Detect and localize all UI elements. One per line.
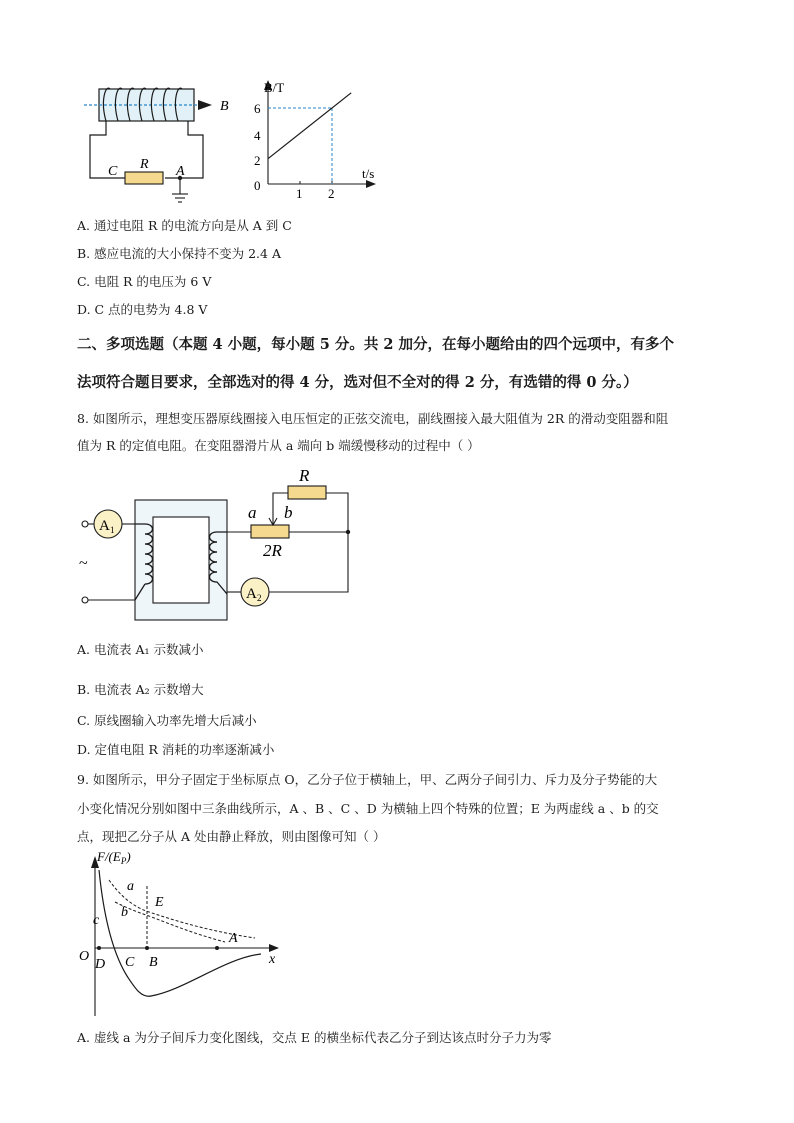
xtick-2: 2 — [328, 186, 335, 201]
ytick-4: 4 — [254, 128, 261, 143]
q7-option-c: C. 电阻 R 的电压为 6 V — [77, 274, 212, 289]
q7-option-b: B. 感应电流的大小保持不变为 2.4 A — [77, 246, 281, 261]
label-O: O — [79, 949, 90, 964]
q8-option-b: B. 电流表 A₂ 示数增大 — [77, 682, 204, 697]
label-b: b — [121, 905, 128, 920]
q8-option-d: D. 定值电阻 R 消耗的功率逐渐减小 — [77, 742, 275, 757]
q8-option-c: C. 原线圈输入功率先增大后减小 — [77, 713, 257, 728]
label-x: x — [269, 952, 276, 967]
ammeter-A1-label: A — [99, 518, 110, 534]
label-R: R — [299, 466, 310, 485]
bt-data-line — [268, 93, 351, 159]
q7-option-a: A. 通过电阻 R 的电流方向是从 A 到 C — [77, 218, 292, 233]
resistor-R — [125, 172, 163, 184]
fixed-resistor-R — [288, 486, 326, 499]
ammeter-A1-sub: 1 — [110, 525, 115, 535]
ammeter-A2-label: A — [246, 586, 257, 602]
q8-stem-line1: 8. 如图所示，理想变压器原线圈接入电压恒定的正弦交流电，副线圈接入最大阻值为 2R 的滑动变阻器和阻 — [77, 411, 669, 426]
ylabel: $F/(E_P)$ — [97, 849, 131, 866]
section2-heading-line1: 二、多项选题（本题 4 小题，每小题 5 分。共 2 加分，在每小题给由的四个远项中，有多个 — [77, 336, 675, 353]
xlabel: t/s — [362, 166, 375, 181]
ammeter-A2-sub: 2 — [257, 593, 262, 603]
ytick-2: 2 — [254, 153, 261, 168]
label-b: b — [284, 503, 293, 522]
q7-option-d: D. C 点的电势为 4.8 V — [77, 302, 208, 317]
field-arrow — [198, 100, 212, 110]
label-C: C — [125, 955, 135, 970]
solenoid-circuit-figure — [80, 80, 250, 210]
q8-stem-line2: 值为 R 的定值电阻。在变阻器滑片从 a 端向 b 端缓慢移动的过程中（ ） — [77, 438, 480, 453]
label-a: a — [248, 503, 257, 522]
section2-heading-line2: 法项符合题目要求，全部选对的得 4 分，选对但不全对的得 2 分，有选错的得 0 分。） — [77, 374, 638, 391]
label-R: R — [140, 157, 149, 172]
rheostat-2R — [251, 525, 289, 538]
xtick-1: 1 — [296, 186, 303, 201]
ytick-6: 6 — [254, 101, 261, 116]
label-E: E — [155, 895, 164, 910]
ac-source-symbol: ~ — [79, 555, 88, 572]
label-C: C — [108, 164, 118, 179]
origin-label: 0 — [254, 178, 261, 193]
label-c: c — [93, 913, 100, 928]
curve-b — [115, 902, 225, 942]
molecular-force-graph — [75, 850, 285, 1020]
label-A: A — [176, 164, 185, 179]
transformer-core-inner — [153, 517, 209, 603]
ylabel: B/T — [264, 80, 285, 95]
label-B: B — [220, 99, 229, 114]
q9-option-a: A. 虚线 a 为分子间斥力变化图线，交点 E 的横坐标代表乙分子到达该点时分子力为零 — [77, 1030, 552, 1045]
q9-stem-line1: 9. 如图所示，甲分子固定于坐标原点 O，乙分子位于横轴上，甲、乙两分子间引力、斥力及分子势能的大 — [77, 772, 658, 787]
transformer-circuit-figure — [75, 462, 360, 622]
label-D: D — [95, 957, 106, 972]
label-a: a — [127, 879, 134, 894]
label-B: B — [149, 955, 158, 970]
q9-stem-line3: 点，现把乙分子从 A 处由静止释放，则由图像可知（ ） — [77, 829, 386, 844]
label-2R: 2R — [263, 541, 282, 560]
q9-stem-line2: 小变化情况分别如图中三条曲线所示，A 、B 、C 、D 为横轴上四个特殊的位置；E 为两虚线 a 、b 的交 — [77, 801, 659, 816]
bt-graph — [250, 78, 390, 203]
label-A: A — [229, 931, 238, 946]
q8-option-a: A. 电流表 A₁ 示数减小 — [77, 642, 204, 657]
